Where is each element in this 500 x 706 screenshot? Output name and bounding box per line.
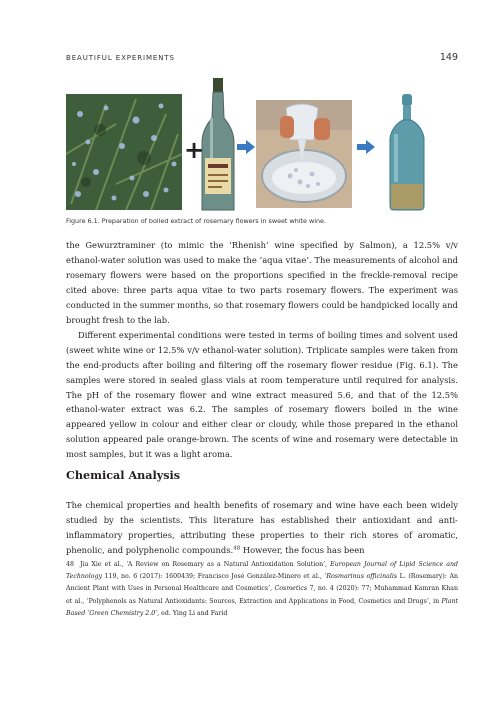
running-title: BEAUTIFUL EXPERIMENTS [66,54,175,62]
page-number: 149 [439,52,458,63]
arrow-icon [357,140,375,154]
footnote-ref[interactable]: 48 [233,545,241,552]
figure-caption: Figure 6.1. Preparation of boiled extract of rosemary flowers in sweet white wine. [66,217,327,225]
footnote-segment: L. (Rosemary): An Ancient Plant with Uses in Personal Healthcare and Cosmetics’, [66,573,458,593]
paragraph-text: The chemical properties and health benefits of rosemary and wine have each been widely studied by the scientists. This literature has established their antioxidant and anti-inflammatory properties, attributing these properties to their rich stores of aromatic, phenolic, and polyphenolic compounds. [66,500,458,555]
plus-symbol: + [184,136,205,164]
running-header [66,52,458,63]
paragraph: the Gewurztraminer (to mimic the ‘Rhenish’ wine specified by Salmon), a 12.5% v/v ethanol-water solution was used to make the ‘aqua vitae’. The measurements of alcohol and rosemary flowers were based on the proportions specified in the freckle-removal recipe cited above: three parts aqua vitae to two parts rosemary flowers. The experiment was conducted in the summer months, so that rosemary flowers could be handpicked locally and brought fresh to the lab. [66,240,458,325]
rosemary-bush-photo [66,94,182,210]
arrow-icon [237,140,255,154]
footnote-text [66,559,458,620]
glass-vial-photo [382,94,432,212]
footnote-segment: Jia Xie et al., ‘A Review on Rosemary as a Natural Antioxidation Solution’, [80,561,331,568]
footnote-number: 48 [66,561,74,568]
body-text [66,238,458,462]
footnote-segment: , ed. Ying Li and Farid [157,609,228,617]
journal-title: Cosmetics [274,585,308,593]
lab-boiling-photo [256,100,352,208]
journal-title: European Journal of Lipid Science and Technology [66,561,458,581]
section-heading: Chemical Analysis [66,468,181,482]
footnote [66,559,458,620]
footnote-segment: 119, no. 6 (2017): 1600439; Francisco José González-Minero et al., ‘ [102,573,327,581]
paragraph: Different experimental conditions were tested in terms of boiling times and solvent used (sweet white wine or 12.5% v/v ethanol-water solution). Triplicate samples were taken from the end-products after boiling and filtering off the rosemary flower residue (Fig. 6.1). The samples were stored in sealed glass vials at room temperature until required for analysis. The pH of the rosemary flower and wine extract measured 5.6, and that of the 12.5% ethanol-water extract was 6.2. The samples of rosemary flowers boiled in the wine appeared yellow in colour and either clear or cloudy, while those prepared in the ethanol solution appeared pale orange-brown. The scents of wine and rosemary were detectable in most samples, but it was a light aroma. [66,329,458,460]
section-body [66,498,458,558]
footnote-segment: 7, no. 4 (2020): 77; Muhammad Kamran Khan et al., ‘Polyphenols as Natural Antioxidants: Sources, Extraction and Applications in Food, Cosmetics and Drugs’, in [66,585,458,605]
species-name: Rosmarinus officinalis [326,573,398,581]
paragraph [66,498,458,558]
book-title: Plant Based ‘Green Chemistry 2.0’ [66,597,458,617]
paragraph-text: However, the focus has been [240,544,365,555]
figure-6-1 [66,78,458,214]
